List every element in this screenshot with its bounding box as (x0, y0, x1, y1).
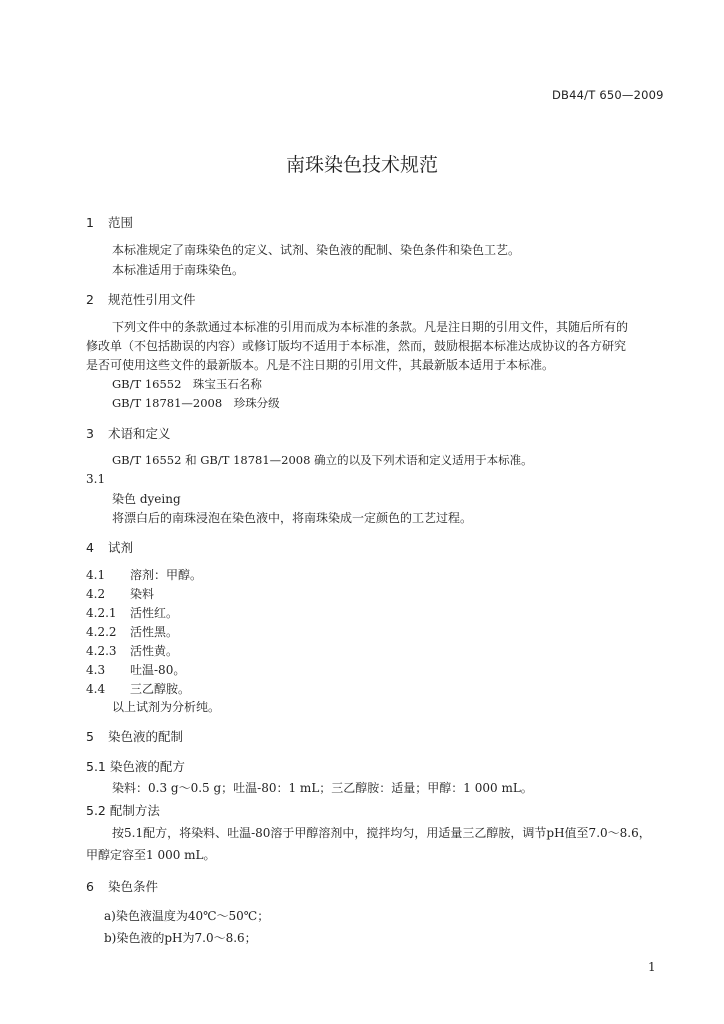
clause-number: 3.1 (86, 472, 106, 486)
reagent-text: 活性黄。 (130, 644, 179, 658)
reagent-item (86, 623, 178, 640)
reagent-item (86, 585, 154, 602)
paragraph-line: 是否可使用这些文件的最新版本。凡是不注日期的引用文件，其最新版本适用于本标准。 (86, 358, 555, 372)
document-title: 南珠染色技术规范 (285, 154, 438, 176)
normative-reference: GB/T 16552 珠宝玉石名称 (112, 377, 262, 391)
clause-number: 4.2 (86, 587, 106, 601)
page-number: 1 (648, 960, 656, 974)
reagent-item (86, 661, 185, 678)
section-1-heading (86, 213, 133, 231)
section-number: 1 (86, 215, 94, 230)
paragraph-line: 甲醇定容至1 000 mL。 (86, 848, 216, 862)
section-number: 3 (86, 426, 94, 441)
section-number: 2 (86, 292, 94, 307)
section-6-heading (86, 877, 158, 895)
clause-number: 4.2.3 (86, 644, 117, 658)
section-number: 5 (86, 729, 94, 744)
section-2-heading (86, 290, 196, 308)
formula-text: 染料：0.3 g～0.5 g；吐温-80：1 mL；三乙醇胺：适量；甲醇：1 000 mL。 (112, 781, 533, 795)
section-5-heading (86, 727, 183, 745)
reagent-note: 以上试剂为分析纯。 (112, 700, 221, 714)
section-title: 术语和定义 (108, 426, 171, 441)
section-3-heading (86, 424, 171, 442)
reagent-text: 吐温-80。 (130, 663, 186, 677)
reagent-text: 染料 (130, 587, 155, 601)
clause-number: 4.2.2 (86, 625, 117, 639)
reagent-text: 溶剂：甲醇。 (130, 568, 203, 582)
term-entry: 染色 dyeing (112, 492, 181, 506)
subsection-5-1-heading: 5.1 染色液的配方 (86, 759, 185, 774)
section-title: 染色液的配制 (108, 729, 184, 744)
document-code: DB44/T 650—2009 (552, 88, 664, 102)
term-definition: 将漂白后的南珠浸泡在染色液中，将南珠染成一定颜色的工艺过程。 (112, 511, 473, 525)
paragraph-line: 下列文件中的条款通过本标准的引用而成为本标准的条款。凡是注日期的引用文件，其随后所有的 (112, 320, 629, 334)
paragraph-line: 本标准适用于南珠染色。 (112, 263, 245, 277)
reagent-text: 三乙醇胺。 (130, 682, 191, 696)
reagent-text: 活性黑。 (130, 625, 179, 639)
subsection-5-2-heading: 5.2 配制方法 (86, 803, 160, 818)
reagent-item (86, 566, 202, 583)
section-title: 规范性引用文件 (108, 292, 196, 307)
paragraph-line: 按5.1配方，将染料、吐温-80溶于甲醇溶剂中，搅拌均匀，用适量三乙醇胺，调节pH值至7.0～8.6， (112, 826, 651, 840)
section-number: 4 (86, 540, 94, 555)
clause-number: 4.3 (86, 663, 106, 677)
section-number: 6 (86, 879, 94, 894)
paragraph-line: 本标准规定了南珠染色的定义、试剂、染色液的配制、染色条件和染色工艺。 (112, 243, 521, 257)
clause-number: 4.2.1 (86, 606, 117, 620)
reagent-item (86, 680, 190, 697)
section-4-heading (86, 538, 133, 556)
clause-number: 4.4 (86, 682, 106, 696)
normative-reference: GB/T 18781—2008 珍珠分级 (112, 396, 280, 410)
reagent-item (86, 642, 178, 659)
reagent-text: 活性红。 (130, 606, 179, 620)
paragraph-line: GB/T 16552 和 GB/T 18781—2008 确立的以及下列术语和定义适用于本标准。 (112, 453, 533, 467)
section-title: 范围 (108, 215, 134, 230)
section-title: 染色条件 (108, 879, 159, 894)
condition-item: a)染色液温度为40℃～50℃； (104, 909, 270, 923)
section-title: 试剂 (108, 540, 134, 555)
condition-item: b)染色液的pH为7.0～8.6； (104, 931, 257, 945)
paragraph-line: 修改单（不包括勘误的内容）或修订版均不适用于本标准，然而，鼓励根据本标准达成协议的各方研究 (86, 339, 627, 353)
clause-number: 4.1 (86, 568, 106, 582)
reagent-item (86, 604, 178, 621)
